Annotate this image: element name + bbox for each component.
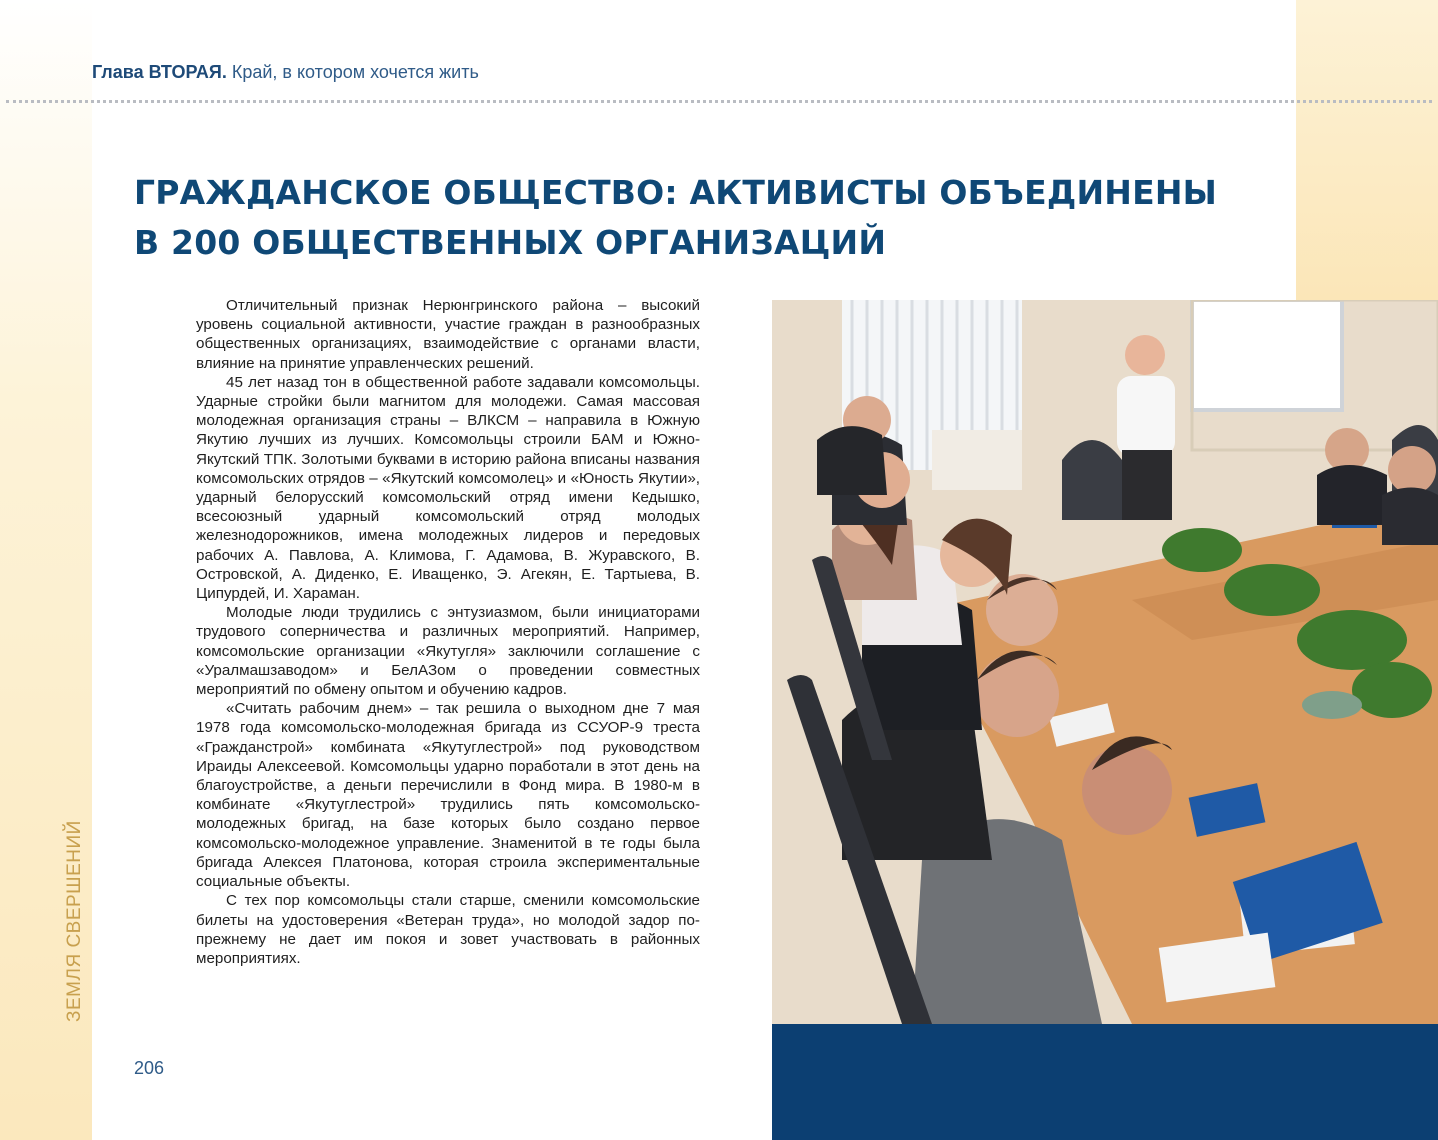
meeting-photo bbox=[772, 300, 1438, 1024]
blue-band bbox=[772, 1024, 1438, 1140]
right-decor-strip bbox=[1296, 0, 1438, 300]
book-title-vertical: ЗЕМЛЯ СВЕРШЕНИЙ bbox=[64, 820, 85, 1022]
chapter-subtitle: Край, в котором хочется жить bbox=[231, 62, 479, 82]
page-number: 206 bbox=[134, 1058, 165, 1078]
meeting-photo-illustration bbox=[772, 300, 1438, 1024]
dotted-divider bbox=[6, 100, 1432, 103]
chapter-header bbox=[92, 62, 479, 83]
page-title-line-2: В 200 ОБЩЕСТВЕННЫХ ОРГАНИЗАЦИЙ bbox=[134, 223, 887, 262]
page-title bbox=[134, 168, 1274, 268]
article-paragraph: 45 лет назад тон в общественной работе задавали комсомольцы. Ударные стройки были магнитом для молодежи. Самая массовая молодежная организация страны – ВЛКСМ – направила в Южную Якутию лучших из лучших. Комсомольцы строили БАМ и Южно-Якутский ТПК. Золотыми буквами в историю района вписаны названия комсомольских отрядов – «Якутский комсомолец» и «Юность Якутии», ударный белорусский комсомольский отряд имени Кедышко, всесоюзный ударный комсомольский отряд молодых железнодорожников, имена молодежных лидеров и передовых рабочих А. Павлова, А. Климова, Г. Адамова, В. Журавского, В. Островской, А. Диденко, Е. Иващенко, Э. Агекян, Е. Тартыева, В. Ципурдей, И. Хараман. bbox=[196, 373, 700, 603]
chapter-label: Глава ВТОРАЯ. bbox=[92, 62, 227, 82]
article-body bbox=[196, 296, 700, 968]
article-paragraph: «Считать рабочим днем» – так решила о выходном дне 7 мая 1978 года комсомольско-молодежная бригада из ССУОР-9 треста «Гражданстрой» комбината «Якутуглестрой» под руководством Ираиды Алексеевой. Комсомольцы ударно поработали в этот день на благоустройстве, а деньги перечислили в Фонд мира. В 1980-м в комбинате «Якутуглестрой» трудились пять комсомольско-молодежных бригад, на базе которых было создано первое комсомольско-молодежное управление. Знаменитой в те годы была бригада Алексея Платонова, которая строила экспериментальные социальные объекты. bbox=[196, 700, 700, 891]
article-paragraph: Молодые люди трудились с энтузиазмом, были инициаторами трудового соперничества и различных мероприятий. Например, комсомольские организации «Якутугля» заключили соглашение с «Уралмашзаводом» и БелАЗом о проведении совместных мероприятий по обмену опытом и обучению кадров. bbox=[196, 604, 700, 699]
article-paragraph: Отличительный признак Нерюнгринского района – высокий уровень социальной активности, участие граждан в разнообразных общественных организациях, взаимодействие с органами власти, влияние на принятие управленческих решений. bbox=[196, 297, 700, 372]
article-paragraph: С тех пор комсомольцы стали старше, сменили комсомольские билеты на удостоверения «Ветеран труда», но молодой задор по-прежнему не дает им покоя и зовет участвовать в районных мероприятиях. bbox=[196, 892, 700, 967]
page-title-line-1: ГРАЖДАНСКОЕ ОБЩЕСТВО: АКТИВИСТЫ ОБЪЕДИНЕНЫ bbox=[134, 173, 1218, 212]
